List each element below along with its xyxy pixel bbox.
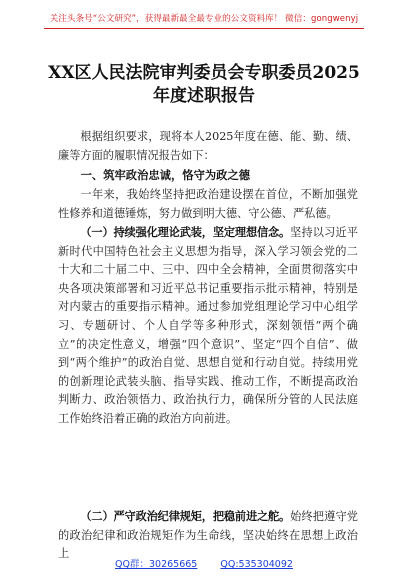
qq-group-link[interactable]: QQ群：30265665 [115, 559, 198, 570]
intro-paragraph: 根据组织要求，现将本人2025年度在德、能、勤、绩、廉等方面的履职情况报告如下： [58, 130, 358, 162]
qq-link[interactable]: QQ:535304092 [220, 559, 293, 570]
subsection-1-heading: （一）持续强化理论武装，坚定理想信念。 [80, 226, 291, 239]
subsection-1-paragraph [58, 224, 358, 429]
footer-contacts [0, 556, 408, 570]
section-1-paragraph: 一年来，我始终坚持把政治建设摆在首位，不断加强党性修养和道德锤炼，努力做到明大德、守公德、严私德。 [58, 188, 358, 220]
document-title [30, 62, 378, 108]
subsection-2-heading: （二）严守政治纪律规矩，把稳前进之舵。 [80, 510, 291, 523]
title-line-1: XX区人民法院审判委员会专职委员2025 [48, 63, 360, 83]
header-divider [44, 28, 364, 29]
title-line-2: 年度述职报告 [153, 86, 255, 106]
header-banner: 关注头条号“公文研究”，获得最新最全最专业的公文资料库！ 微信：gongwenyj [49, 14, 359, 24]
section-1-heading: 一、筑牢政治忠诚，恪守为政之德 [80, 168, 251, 182]
subsection-1-text: 坚持以习近平新时代中国特色社会主义思想为指导，深入学习领会党的二十大和二十届二中、三中、四中全会精神，全面贯彻落实中央各项决策部署和习近平总书记重要指示批示精神，特别是对内蒙古的重要指示精神。通过参加党组理论学习中心组学习、专题研讨、个人自学等多种形式，深刻领悟“两个确立”的决定性意义，增强“四个意识”、坚定“四个自信”、做到“两个维护”的政治自觉、思想自觉和行动自觉。持续用党的创新理论武装头脑、指导实践、推动工作，不断提高政治判断力、政治领悟力、政治执行力，确保所分管的人民法庭工作始终沿着正确的政治方向前进。 [58, 226, 358, 425]
subsection-2-text: 始终把遵守党的政治纪律和政治规矩作为生命线，坚决始终在思想上政治上 [58, 510, 358, 561]
